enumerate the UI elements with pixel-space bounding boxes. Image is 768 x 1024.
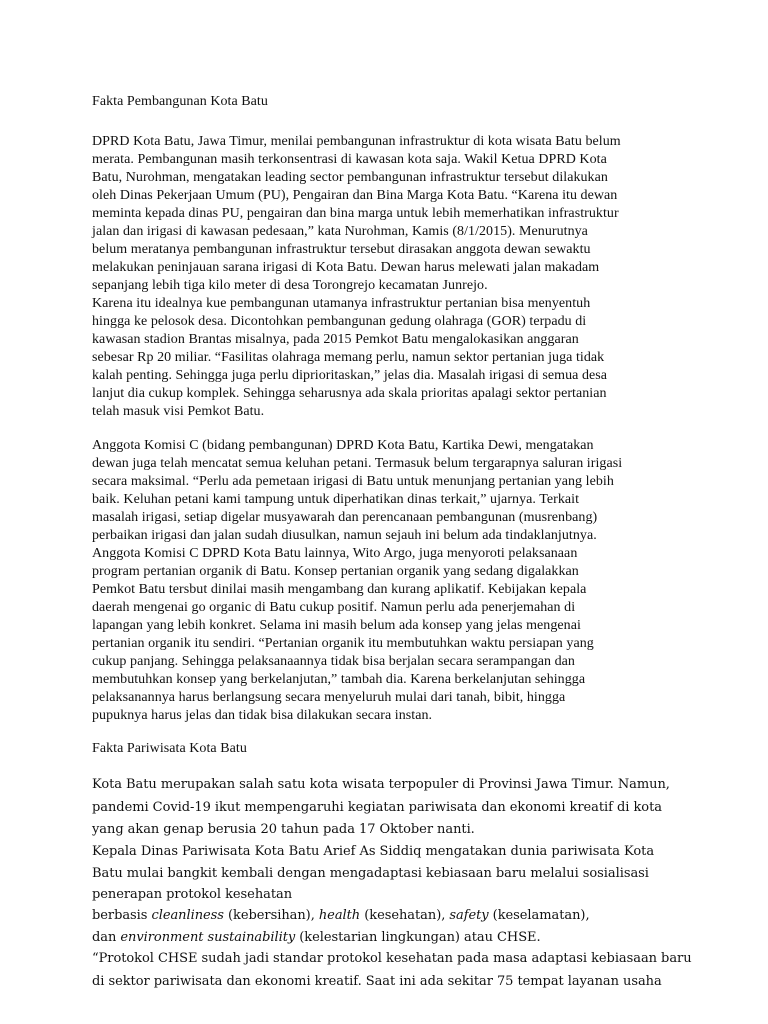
paragraph-line: pandemi Covid-19 ikut mempengaruhi kegiatan pariwisata dan ekonomi kreatif di kota xyxy=(92,800,662,815)
paragraph-line: Batu, Nurohman, mengatakan leading sector pembangunan infrastruktur tersebut dilakukan xyxy=(92,170,608,185)
section-title-pariwisata: Fakta Pariwisata Kota Batu xyxy=(92,741,247,756)
paragraph-line: belum meratanya pembangunan infrastruktur tersebut dirasakan anggota dewan sewaktu xyxy=(92,242,591,257)
paragraph-line: pupuknya harus jelas dan tidak bisa dilakukan secara instan. xyxy=(92,708,433,723)
italic-term: environment sustainability xyxy=(120,930,296,945)
paragraph-line: Anggota Komisi C (bidang pembangunan) DPRD Kota Batu, Kartika Dewi, mengatakan xyxy=(92,438,594,453)
paragraph-line: masalah irigasi, setiap digelar musyawarah dan perencanaan pembangunan (musrenbang) xyxy=(92,510,598,525)
paragraph-line: sebesar Rp 20 miliar. “Fasilitas olahraga memang perlu, namun sektor pertanian juga tidak xyxy=(92,350,605,365)
paragraph-line: baik. Keluhan petani kami tampung untuk diperhatikan dinas terkait,” ujarnya. Terkait xyxy=(92,492,580,507)
paragraph-line: sepanjang lebih tiga kilo meter di desa Torongrejo kecamatan Junrejo. xyxy=(92,278,488,293)
paragraph-line: oleh Dinas Pekerjaan Umum (PU), Pengairan dan Bina Marga Kota Batu. “Karena itu dewan xyxy=(92,188,618,203)
chse-line xyxy=(92,929,541,947)
paragraph-line: melakukan peninjauan sarana irigasi di Kota Batu. Dewan harus melewati jalan makadam xyxy=(92,260,600,275)
paragraph-line: meminta kepada dinas PU, pengairan dan bina marga untuk lebih memerhatikan infrastruktur xyxy=(92,206,619,221)
paragraph-line: “Protokol CHSE sudah jadi standar protokol kesehatan pada masa adaptasi kebiasaan baru xyxy=(92,951,692,966)
paragraph-line: di sektor pariwisata dan ekonomi kreatif. Saat ini ada sekitar 75 tempat layanan usaha xyxy=(92,974,662,989)
paragraph-line: kawasan stadion Brantas misalnya, pada 2015 Pemkot Batu mengalokasikan anggaran xyxy=(92,332,579,347)
text-run: (keselamatan), xyxy=(488,908,590,923)
paragraph-line: lanjut dia cukup komplek. Sehingga seharusnya ada skala prioritas apalagi sektor pertanian xyxy=(92,386,607,401)
section-title-pembangunan: Fakta Pembangunan Kota Batu xyxy=(92,94,268,109)
paragraph-line: pelaksanannya harus berlangsung secara menyeluruh mulai dari tanah, bibit, hingga xyxy=(92,690,566,705)
paragraph-line: daerah mengenai go organic di Batu cukup positif. Namun perlu ada penerjemahan di xyxy=(92,600,576,615)
text-run: (kebersihan), xyxy=(223,908,319,923)
paragraph-line: Anggota Komisi C DPRD Kota Batu lainnya, Wito Argo, juga menyoroti pelaksanaan xyxy=(92,546,578,561)
paragraph-line: dewan juga telah mencatat semua keluhan petani. Termasuk belum tergarapnya saluran irigasi xyxy=(92,456,623,471)
paragraph-line: kalah penting. Sehingga juga perlu diprioritaskan,” jelas dia. Masalah irigasi di semua desa xyxy=(92,368,608,383)
paragraph-line: penerapan protokol kesehatan xyxy=(92,887,293,902)
italic-term: cleanliness xyxy=(151,908,224,923)
paragraph-line: Batu mulai bangkit kembali dengan mengadaptasi kebiasaan baru melalui sosialisasi xyxy=(92,866,649,881)
text-run: dan xyxy=(92,930,121,945)
paragraph-line: Pemkot Batu tersbut dinilai masih mengambang dan kurang aplikatif. Kebijakan kepala xyxy=(92,582,587,597)
text-run: (kesehatan), xyxy=(360,908,450,923)
italic-term: safety xyxy=(449,908,489,923)
paragraph-line: Kepala Dinas Pariwisata Kota Batu Arief As Siddiq mengatakan dunia pariwisata Kota xyxy=(92,844,655,859)
paragraph-line: lapangan yang lebih konkret. Selama ini masih belum ada konsep yang jelas mengenai xyxy=(92,618,581,633)
paragraph-line: DPRD Kota Batu, Jawa Timur, menilai pembangunan infrastruktur di kota wisata Batu belum xyxy=(92,134,621,149)
paragraph-line: Karena itu idealnya kue pembangunan utamanya infrastruktur pertanian bisa menyentuh xyxy=(92,296,591,311)
text-run: berbasis xyxy=(92,908,152,923)
paragraph-line: pertanian organik itu sendiri. “Pertanian organik itu membutuhkan waktu persiapan yang xyxy=(92,636,594,651)
paragraph-line: hingga ke pelosok desa. Dicontohkan pembangunan gedung olahraga (GOR) terpadu di xyxy=(92,314,587,329)
paragraph-line: perbaikan irigasi dan jalan sudah diusulkan, namun sejauh ini belum ada tindaklanjutnya. xyxy=(92,528,597,543)
paragraph-line: program pertanian organik di Batu. Konsep pertanian organik yang sedang digalakkan xyxy=(92,564,579,579)
paragraph-line: Kota Batu merupakan salah satu kota wisata terpopuler di Provinsi Jawa Timur. Namun, xyxy=(92,777,670,792)
italic-term: health xyxy=(318,908,361,923)
chse-line xyxy=(92,907,590,925)
paragraph-line: merata. Pembangunan masih terkonsentrasi di kawasan kota saja. Wakil Ketua DPRD Kota xyxy=(92,152,607,167)
paragraph-line: membutuhkan konsep yang berkelanjutan,” tambah dia. Karena berkelanjutan sehingga xyxy=(92,672,586,687)
text-run: (kelestarian lingkungan) atau CHSE. xyxy=(295,930,541,945)
paragraph-line: telah masuk visi Pemkot Batu. xyxy=(92,404,265,419)
paragraph-line: yang akan genap berusia 20 tahun pada 17 Oktober nanti. xyxy=(92,822,475,837)
paragraph-line: secara maksimal. “Perlu ada pemetaan irigasi di Batu untuk menunjang pertanian yang lebih xyxy=(92,474,614,489)
paragraph-line: jalan dan irigasi di kawasan pedesaan,” kata Nurohman, Kamis (8/1/2015). Menurutnya xyxy=(92,224,588,239)
paragraph-line: cukup panjang. Sehingga pelaksanaannya tidak bisa berjalan secara serampangan dan xyxy=(92,654,575,669)
